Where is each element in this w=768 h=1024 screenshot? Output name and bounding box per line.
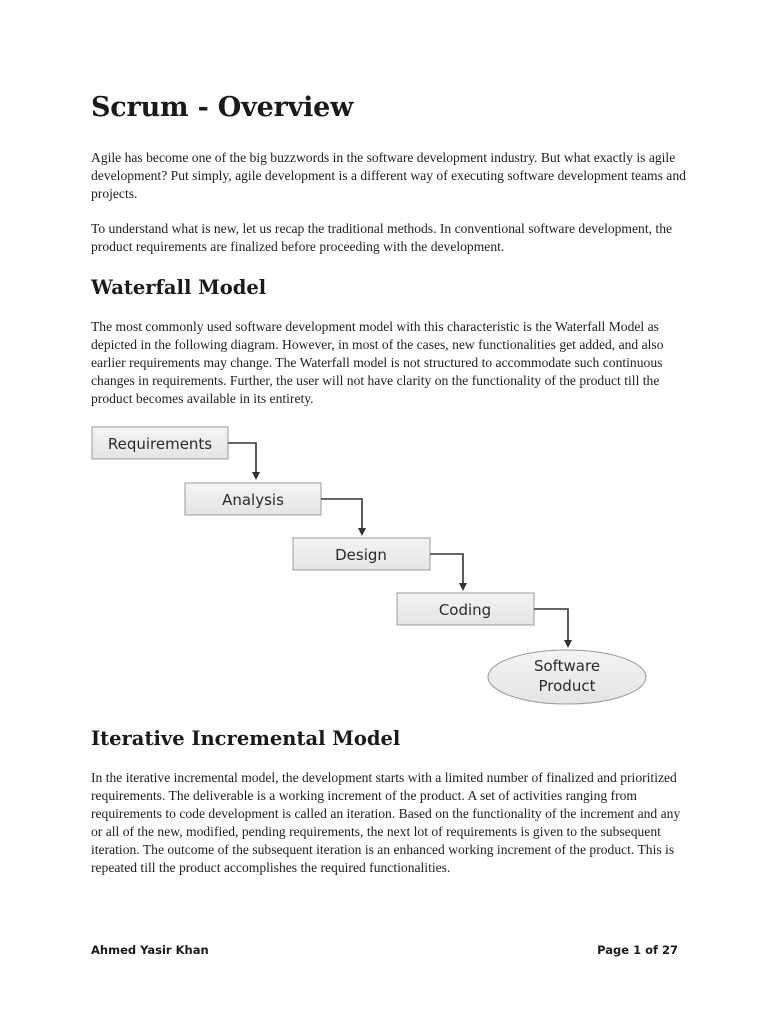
footer-author: Ahmed Yasir Khan [91, 943, 209, 957]
iterative-heading: Iterative Incremental Model [91, 727, 401, 750]
page-title: Scrum - Overview [91, 92, 354, 123]
footer-page-number: Page 1 of 27 [597, 943, 678, 957]
waterfall-diagram [80, 415, 660, 715]
final-label-line1: Software [533, 657, 601, 675]
step-software-product [488, 650, 646, 704]
step-requirements [92, 427, 228, 459]
arrow-1 [228, 443, 256, 477]
arrow-3 [430, 554, 463, 588]
step-design [293, 538, 430, 570]
step-requirements-label: Requirements [107, 435, 213, 453]
step-analysis-label: Analysis [222, 491, 284, 509]
step-coding [397, 593, 534, 625]
step-design-label: Design [335, 546, 387, 564]
intro-paragraph-2: To understand what is new, let us recap the traditional methods. In conventional software development, the product requirements are finalized before proceeding with the development. [91, 221, 673, 254]
waterfall-paragraph: The most commonly used software development model with this characteristic is the Waterfall Model as depicted in the following diagram. However, in most of the cases, new functionalities get added, and also earlier requirements may change. The Waterfall model is not structured to accommodate such continuous changes in requirements. Further, the user will not have clarity on the functionality of the product till the product becomes available in its entirety. [91, 319, 664, 406]
final-label-line2: Product [538, 677, 596, 695]
step-analysis [185, 483, 321, 515]
arrow-4 [534, 609, 568, 645]
intro-paragraph-1: Agile has become one of the big buzzwords in the software development industry. But what exactly is agile development? Put simply, agile development is a different way of executing software development teams and projects. [91, 150, 686, 201]
iterative-paragraph: In the iterative incremental model, the development starts with a limited number of finalized and prioritized requirements. The deliverable is a working increment of the product. A set of activities ranging from requirements to code development is called an iteration. Based on the functionality of the increment and any or all of the new, modified, pending requirements, the next lot of requirements is given to the subsequent iteration. The outcome of the subsequent iteration is an enhanced working increment of the product. This is repeated till the product accomplishes the required functionalities. [91, 770, 681, 875]
step-coding-label: Coding [438, 601, 492, 619]
waterfall-heading: Waterfall Model [91, 276, 267, 299]
arrow-2 [321, 499, 362, 533]
